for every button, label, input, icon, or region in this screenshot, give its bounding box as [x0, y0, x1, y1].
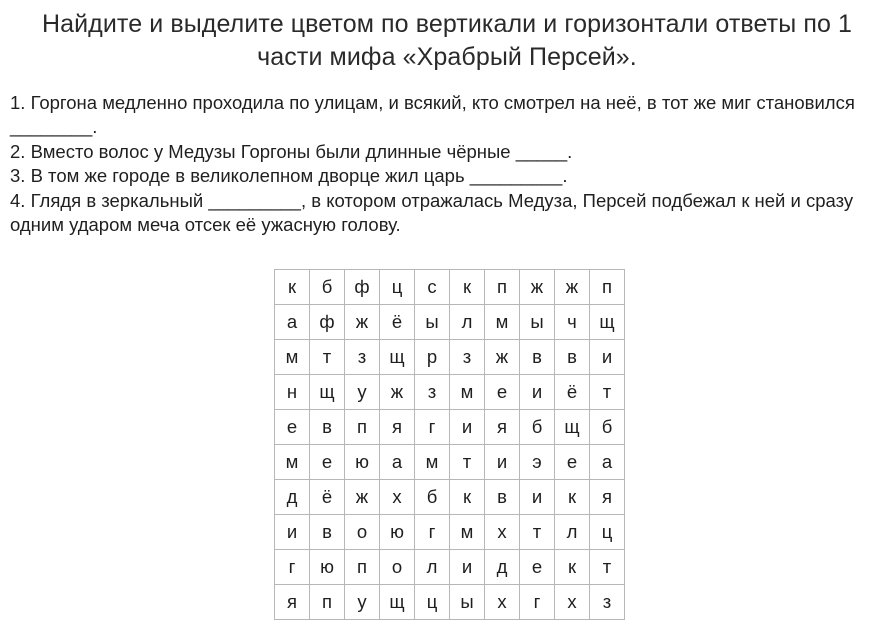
letter-cell[interactable]: у: [345, 585, 380, 620]
letter-cell[interactable]: и: [520, 375, 555, 410]
letter-cell[interactable]: р: [415, 340, 450, 375]
letter-cell[interactable]: м: [450, 375, 485, 410]
letter-cell[interactable]: ы: [415, 305, 450, 340]
letter-cell[interactable]: а: [275, 305, 310, 340]
letter-cell[interactable]: г: [415, 515, 450, 550]
letter-cell[interactable]: в: [555, 340, 590, 375]
letter-cell[interactable]: б: [520, 410, 555, 445]
letter-cell[interactable]: е: [485, 375, 520, 410]
letter-cell[interactable]: м: [415, 445, 450, 480]
letter-cell[interactable]: в: [310, 515, 345, 550]
word-search-grid: [274, 269, 625, 620]
letter-cell[interactable]: п: [345, 410, 380, 445]
letter-cell[interactable]: о: [380, 550, 415, 585]
letter-cell[interactable]: в: [520, 340, 555, 375]
letter-cell[interactable]: в: [310, 410, 345, 445]
letter-cell[interactable]: к: [275, 270, 310, 305]
question-3: 3. В том же городе в великолепном дворце жил царь _________.: [10, 165, 568, 187]
letter-cell[interactable]: г: [520, 585, 555, 620]
letter-cell[interactable]: т: [450, 445, 485, 480]
letter-cell[interactable]: я: [485, 410, 520, 445]
letter-cell[interactable]: ж: [485, 340, 520, 375]
letter-cell[interactable]: г: [415, 410, 450, 445]
letter-cell[interactable]: а: [590, 445, 625, 480]
questions-list: [10, 91, 872, 237]
letter-cell[interactable]: щ: [555, 410, 590, 445]
letter-cell[interactable]: ф: [345, 270, 380, 305]
grid-row: [275, 305, 625, 340]
letter-cell[interactable]: м: [485, 305, 520, 340]
letter-cell[interactable]: и: [275, 515, 310, 550]
letter-cell[interactable]: к: [555, 480, 590, 515]
letter-cell[interactable]: ч: [555, 305, 590, 340]
letter-cell[interactable]: п: [590, 270, 625, 305]
letter-cell[interactable]: я: [590, 480, 625, 515]
letter-cell[interactable]: л: [555, 515, 590, 550]
letter-cell[interactable]: д: [485, 550, 520, 585]
letter-cell[interactable]: ё: [380, 305, 415, 340]
letter-cell[interactable]: х: [555, 585, 590, 620]
letter-cell[interactable]: е: [275, 410, 310, 445]
grid-row: [275, 515, 625, 550]
letter-cell[interactable]: ю: [345, 445, 380, 480]
letter-cell[interactable]: ф: [310, 305, 345, 340]
letter-cell[interactable]: б: [415, 480, 450, 515]
letter-cell[interactable]: б: [310, 270, 345, 305]
letter-cell[interactable]: у: [345, 375, 380, 410]
letter-cell[interactable]: ж: [345, 480, 380, 515]
letter-cell[interactable]: ы: [520, 305, 555, 340]
letter-cell[interactable]: х: [380, 480, 415, 515]
letter-cell[interactable]: и: [485, 445, 520, 480]
letter-cell[interactable]: ё: [555, 375, 590, 410]
grid-row: [275, 585, 625, 620]
letter-cell[interactable]: э: [520, 445, 555, 480]
letter-cell[interactable]: д: [275, 480, 310, 515]
letter-cell[interactable]: н: [275, 375, 310, 410]
letter-cell[interactable]: ж: [380, 375, 415, 410]
letter-cell[interactable]: ж: [555, 270, 590, 305]
grid-row: [275, 445, 625, 480]
grid-row: [275, 270, 625, 305]
worksheet-title: Найдите и выделите цветом по вертикали и горизонтали ответы по 1 части мифа «Храбрый Персей».: [41, 10, 853, 71]
letter-cell[interactable]: и: [450, 550, 485, 585]
letter-cell[interactable]: е: [520, 550, 555, 585]
letter-cell[interactable]: г: [275, 550, 310, 585]
letter-cell[interactable]: ц: [380, 270, 415, 305]
letter-cell[interactable]: к: [450, 270, 485, 305]
letter-cell[interactable]: щ: [380, 585, 415, 620]
letter-cell[interactable]: т: [590, 550, 625, 585]
letter-cell[interactable]: е: [555, 445, 590, 480]
grid-row: [275, 480, 625, 515]
question-4: 4. Глядя в зеркальный _________, в котором отражалась Медуза, Персей подбежал к ней и сразу одним ударом меча отсек её ужасную голову.: [10, 189, 854, 236]
grid-row: [275, 550, 625, 585]
letter-cell[interactable]: х: [485, 515, 520, 550]
question-1: 1. Горгона медленно проходила по улицам, и всякий, кто смотрел на неё, в тот же миг становился ________.: [10, 92, 855, 138]
letter-cell[interactable]: щ: [590, 305, 625, 340]
letter-cell[interactable]: и: [520, 480, 555, 515]
letter-cell[interactable]: ж: [345, 305, 380, 340]
letter-cell[interactable]: е: [310, 445, 345, 480]
letter-cell[interactable]: ю: [310, 550, 345, 585]
grid-row: [275, 375, 625, 410]
grid-row: [275, 410, 625, 445]
letter-cell[interactable]: с: [415, 270, 450, 305]
letter-cell[interactable]: м: [275, 340, 310, 375]
letter-cell[interactable]: ц: [590, 515, 625, 550]
letter-cell[interactable]: л: [415, 550, 450, 585]
letter-cell[interactable]: а: [380, 445, 415, 480]
letter-cell[interactable]: з: [415, 375, 450, 410]
letter-cell[interactable]: з: [590, 585, 625, 620]
letter-cell[interactable]: л: [450, 305, 485, 340]
letter-cell[interactable]: и: [590, 340, 625, 375]
letter-cell[interactable]: и: [450, 410, 485, 445]
question-2: 2. Вместо волос у Медузы Горгоны были длинные чёрные _____.: [10, 140, 573, 162]
letter-cell[interactable]: к: [555, 550, 590, 585]
letter-cell[interactable]: о: [345, 515, 380, 550]
letter-cell[interactable]: м: [275, 445, 310, 480]
letter-cell[interactable]: к: [450, 480, 485, 515]
letter-cell[interactable]: т: [520, 515, 555, 550]
letter-cell[interactable]: ц: [415, 585, 450, 620]
letter-cell[interactable]: щ: [310, 375, 345, 410]
letter-cell[interactable]: п: [345, 550, 380, 585]
letter-cell[interactable]: ы: [450, 585, 485, 620]
letter-cell[interactable]: ё: [310, 480, 345, 515]
letter-cell[interactable]: т: [590, 375, 625, 410]
letter-cell[interactable]: в: [485, 480, 520, 515]
grid-row: [275, 340, 625, 375]
letter-cell[interactable]: п: [310, 585, 345, 620]
letter-cell[interactable]: я: [275, 585, 310, 620]
letter-cell[interactable]: ж: [520, 270, 555, 305]
letter-cell[interactable]: б: [590, 410, 625, 445]
letter-cell[interactable]: т: [310, 340, 345, 375]
letter-cell[interactable]: я: [380, 410, 415, 445]
letter-cell[interactable]: п: [485, 270, 520, 305]
letter-cell[interactable]: м: [450, 515, 485, 550]
letter-cell[interactable]: з: [450, 340, 485, 375]
letter-cell[interactable]: ю: [380, 515, 415, 550]
letter-cell[interactable]: щ: [380, 340, 415, 375]
letter-cell[interactable]: з: [345, 340, 380, 375]
letter-cell[interactable]: х: [485, 585, 520, 620]
